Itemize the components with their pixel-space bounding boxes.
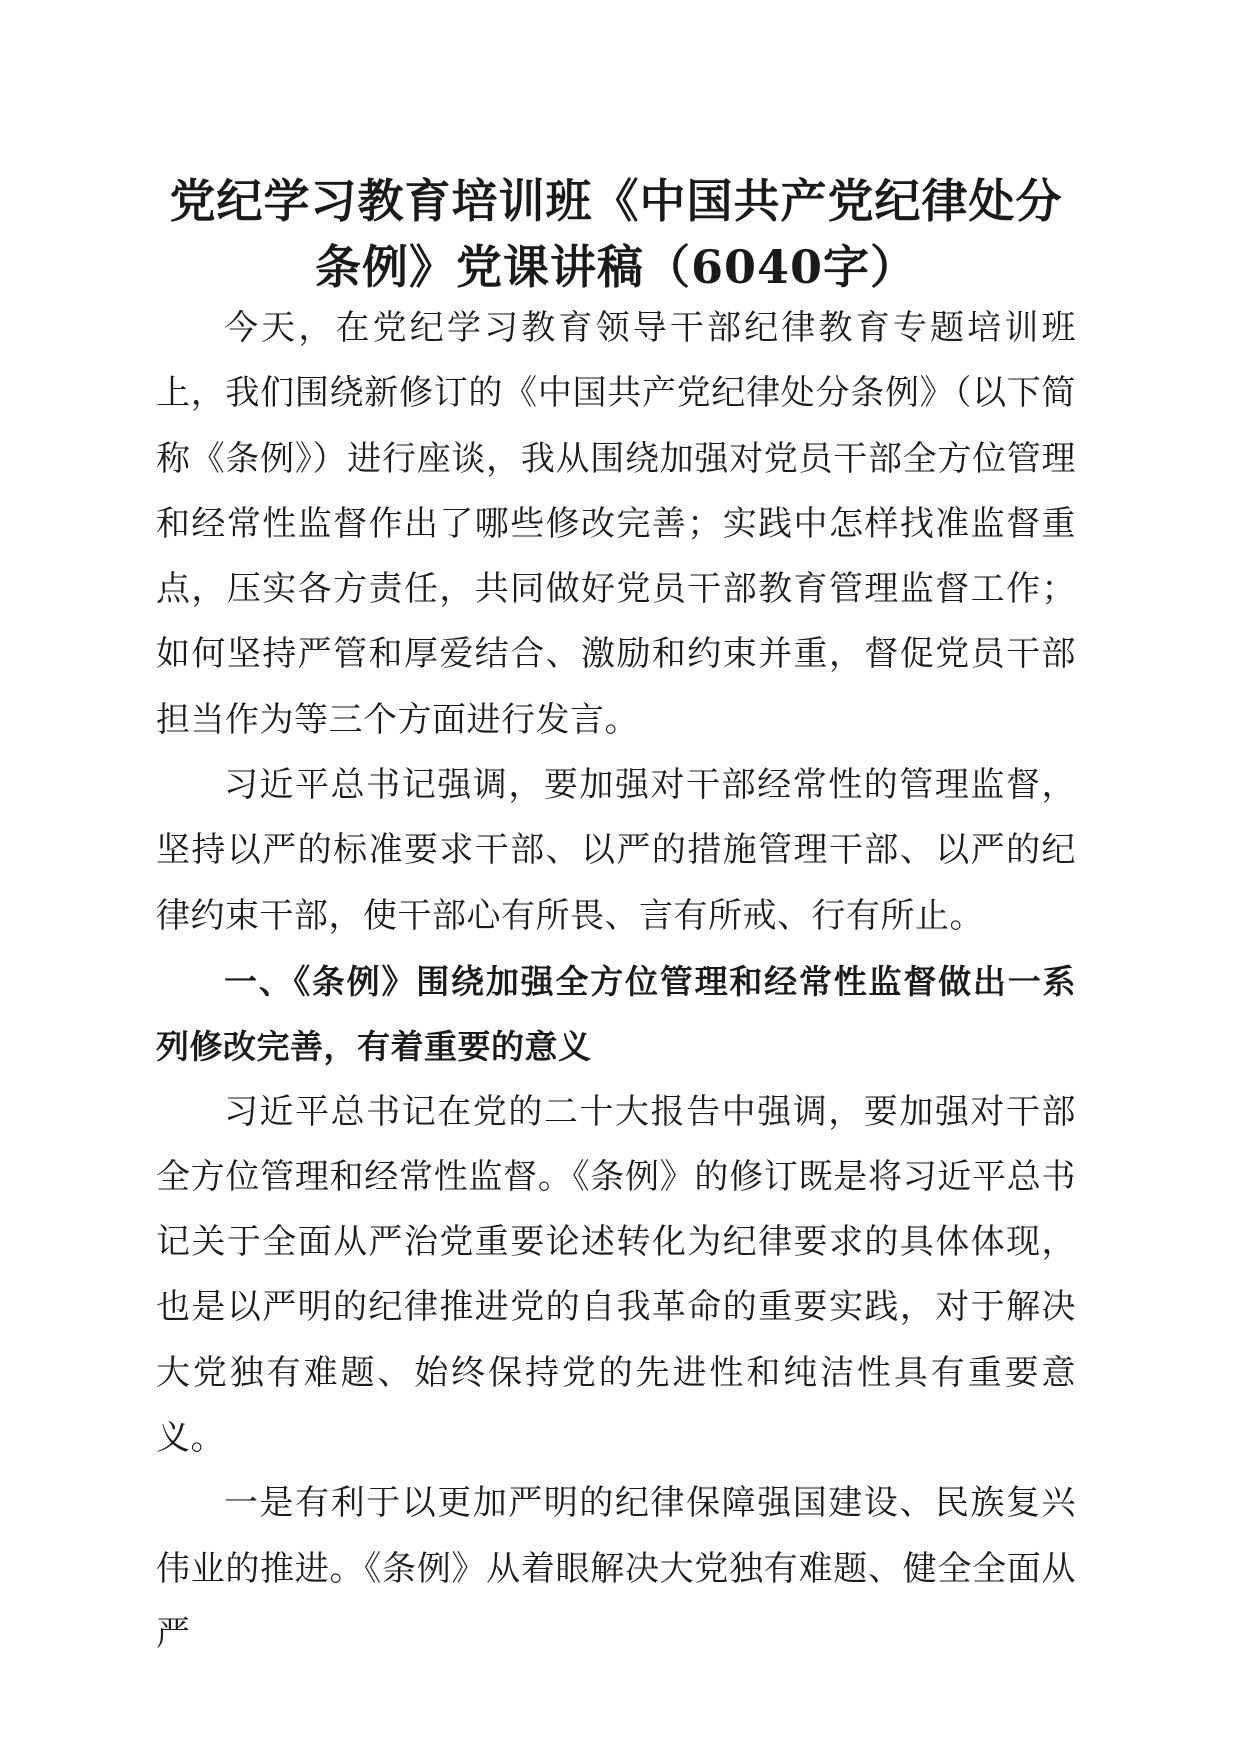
document-title: 党纪学习教育培训班《中国共产党纪律处分条例》党课讲稿（6040字）: [169, 174, 1063, 294]
paragraph-significance: 习近平总书记在党的二十大报告中强调，要加强对干部全方位管理和经常性监督。《条例》的修订既是将习近平总书记关于全面从严治党重要论述转化为纪律要求的具体体现，也是以严明的纪律推进党的自我革命的重要实践，对于解决大党独有难题、始终保持党的先进性和纯洁性具有重要意义。: [156, 1091, 1076, 1459]
document-body: [156, 296, 1076, 1667]
section-heading-1: 一、《条例》围绕加强全方位管理和经常性监督做出一系列修改完善，有着重要的意义: [156, 961, 1076, 1067]
paragraph-point-1: 一是有利于以更加严明的纪律保障强国建设、民族复兴伟业的推进。《条例》从着眼解决大党独有难题、健全全面从严: [156, 1483, 1076, 1654]
paragraph-intro: 今天，在党纪学习教育领导干部纪律教育专题培训班上，我们围绕新修订的《中国共产党纪律处分条例》（以下简称《条例》）进行座谈，我从围绕加强对党员干部全方位管理和经常性监督作出了哪些修改完善；实践中怎样找准监督重点，压实各方责任，共同做好党员干部教育管理监督工作；如何坚持严管和厚爱结合、激励和约束并重，督促党员干部担当作为等三个方面进行发言。: [156, 308, 1076, 740]
document-page: [156, 0, 1076, 1754]
paragraph-quote: 习近平总书记强调，要加强对干部经常性的管理监督，坚持以严的标准要求干部、以严的措施管理干部、以严的纪律约束干部，使干部心有所畏、言有所戒、行有所止。: [156, 765, 1076, 936]
